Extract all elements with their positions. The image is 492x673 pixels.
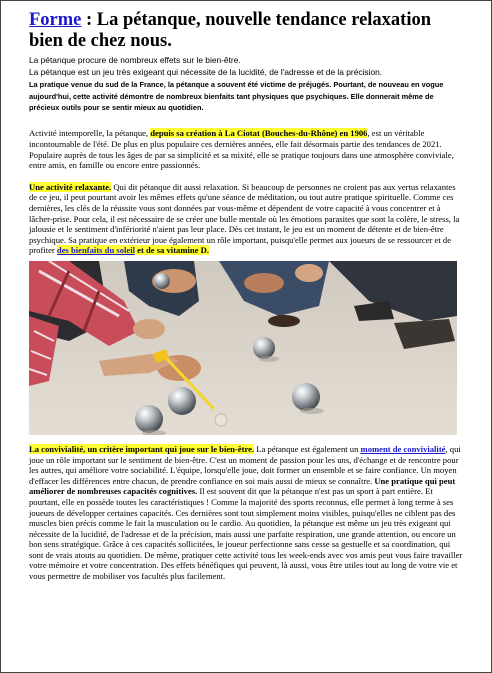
link-moment-convivialite[interactable]: moment de convivialité: [360, 443, 446, 454]
para1-text-b: , est un véritable incontournable de l'été. De plus en plus populaire ces dernières années, elle fait désormais partie des tendances de 2021. Populaire auprès de tous les âges de par sa simplicité et sa mixité, elle se pratique toujours dans une atmosphère conviviale, entre amis, en famille ou encore entre passionnés.: [29, 128, 454, 171]
link-bienfaits-soleil[interactable]: des bienfaits du soleil: [56, 245, 135, 256]
article: [29, 10, 465, 582]
photo-illustration: [29, 261, 457, 435]
section-link-forme[interactable]: Forme: [29, 10, 82, 30]
para3-text-b: , qui joue un rôle important sur le sentiment de bien-être. C'est un moment de passion pour les uns, d'échange et de rencontre pour les autres, qui améliore votre sociabilité. L'équipe, lorsqu'elle joue, doit former un ensemble et se faire confiance. Un moyen d'effacer les différences entre chacun, de prendre confiance en soi mais aussi de mieux se connaître.: [29, 443, 461, 486]
para2-text-b: et de sa vitamine D.: [135, 245, 209, 256]
article-title: [29, 10, 465, 52]
subheading-cognitive: Une pratique qui peut améliorer de nombreuses capacités cognitives.: [29, 475, 456, 497]
para3-text-c: Il est souvent dit que la pétanque n'est pas un sport à part entière. Et pourtant, elle en possède toutes les caractéristiques ! Comme la majorité des sports reconnus, elle permet à long terme à ses joueurs de développer certaines capacités. Ces dernières sont tout simplement moins visibles, puisqu'elles ne ciblent pas des muscles bien précis comme le fait la musculation ou le cardio. Au quotidien, la pétanque est même un jeu très exigeant qui nécessite de la lucidité, de l'adresse et de la précision, mais aussi une parfaite respiration, une grande attention, ou encore un bon sens stratégique. Grâce à ces capacités sollicitées, le joueur perfectionne sans cesse sa gestuelle et sa coordination, qui sont de vrais atouts au quotidien. De même, pratiquer cette activité tous les week-ends avec vos amis peut vous faire travailler votre mémoire et votre concentration. Des effets bénéfiques qui peuvent, là aussi, vous être utiles tout au long de votre vie et vous permettre de mobiliser vos facultés plus facilement.: [29, 486, 463, 582]
lead-line-1: La pétanque procure de nombreux effets sur le bien-être.: [29, 55, 241, 65]
paragraph-conviviality: [29, 444, 465, 582]
petanque-photo: [29, 261, 457, 435]
para3-text-a: La pétanque est également un: [254, 443, 361, 454]
lead-summary: La pratique venue du sud de la France, la pétanque a souvent été victime de préjugés. Pourtant, de nouveau en vogue aujourd'hui, cette activité démontre de nombreux bienfaits tant physiques que psychiques. Elle donnerait même de précieux outils pour se sentir mieux au quotidien.: [29, 80, 444, 112]
lead-line-2: La pétanque est un jeu très exigeant qui nécessite de la lucidité, de l'adresse et de la précision.: [29, 66, 383, 77]
para2-text-a: Qui dit pétanque dit aussi relaxation. Si beaucoup de personnes ne croient pas aux vertus relaxantes de ce jeu, il peut pourtant avoir les mêmes effets qu'une séance de méditation, ou tout autre pratique spirituelle. Comme ces dernières, les clés de la réussite vous sont données par vous-même et dépendent de votre capacité à vous concentrer et à lâcher-prise. Pour cela, il est nécessaire de se créer une bulle mentale où les émotions parasites que sont la colère, le stress, la jalousie et le sentiment d'infériorité n'aient pas leur place. Dès cet instant, le jeu est un moment de détente et de bien-être psychique. Sa pratique en extérieur joue également un rôle important, puisqu'elle permet aux joueurs de se ressourcer et de profiter: [29, 181, 460, 256]
article-body: [29, 128, 465, 581]
paragraph-relaxation: [29, 182, 465, 256]
lead-block: [29, 55, 465, 113]
paragraph-history: [29, 128, 465, 170]
highlight-relaxation: Une activité relaxante.: [29, 181, 112, 192]
title-text: : La pétanque, nouvelle tendance relaxation bien de chez nous.: [29, 10, 432, 51]
highlight-conviviality: La convivialité, un critère important qui joue sur le bien-être.: [29, 443, 255, 454]
para1-text-a: Activité intemporelle, la pétanque,: [29, 128, 151, 139]
highlight-creation-date: depuis sa création à La Ciotat (Bouches-du-Rhône) en 1906: [150, 128, 368, 139]
